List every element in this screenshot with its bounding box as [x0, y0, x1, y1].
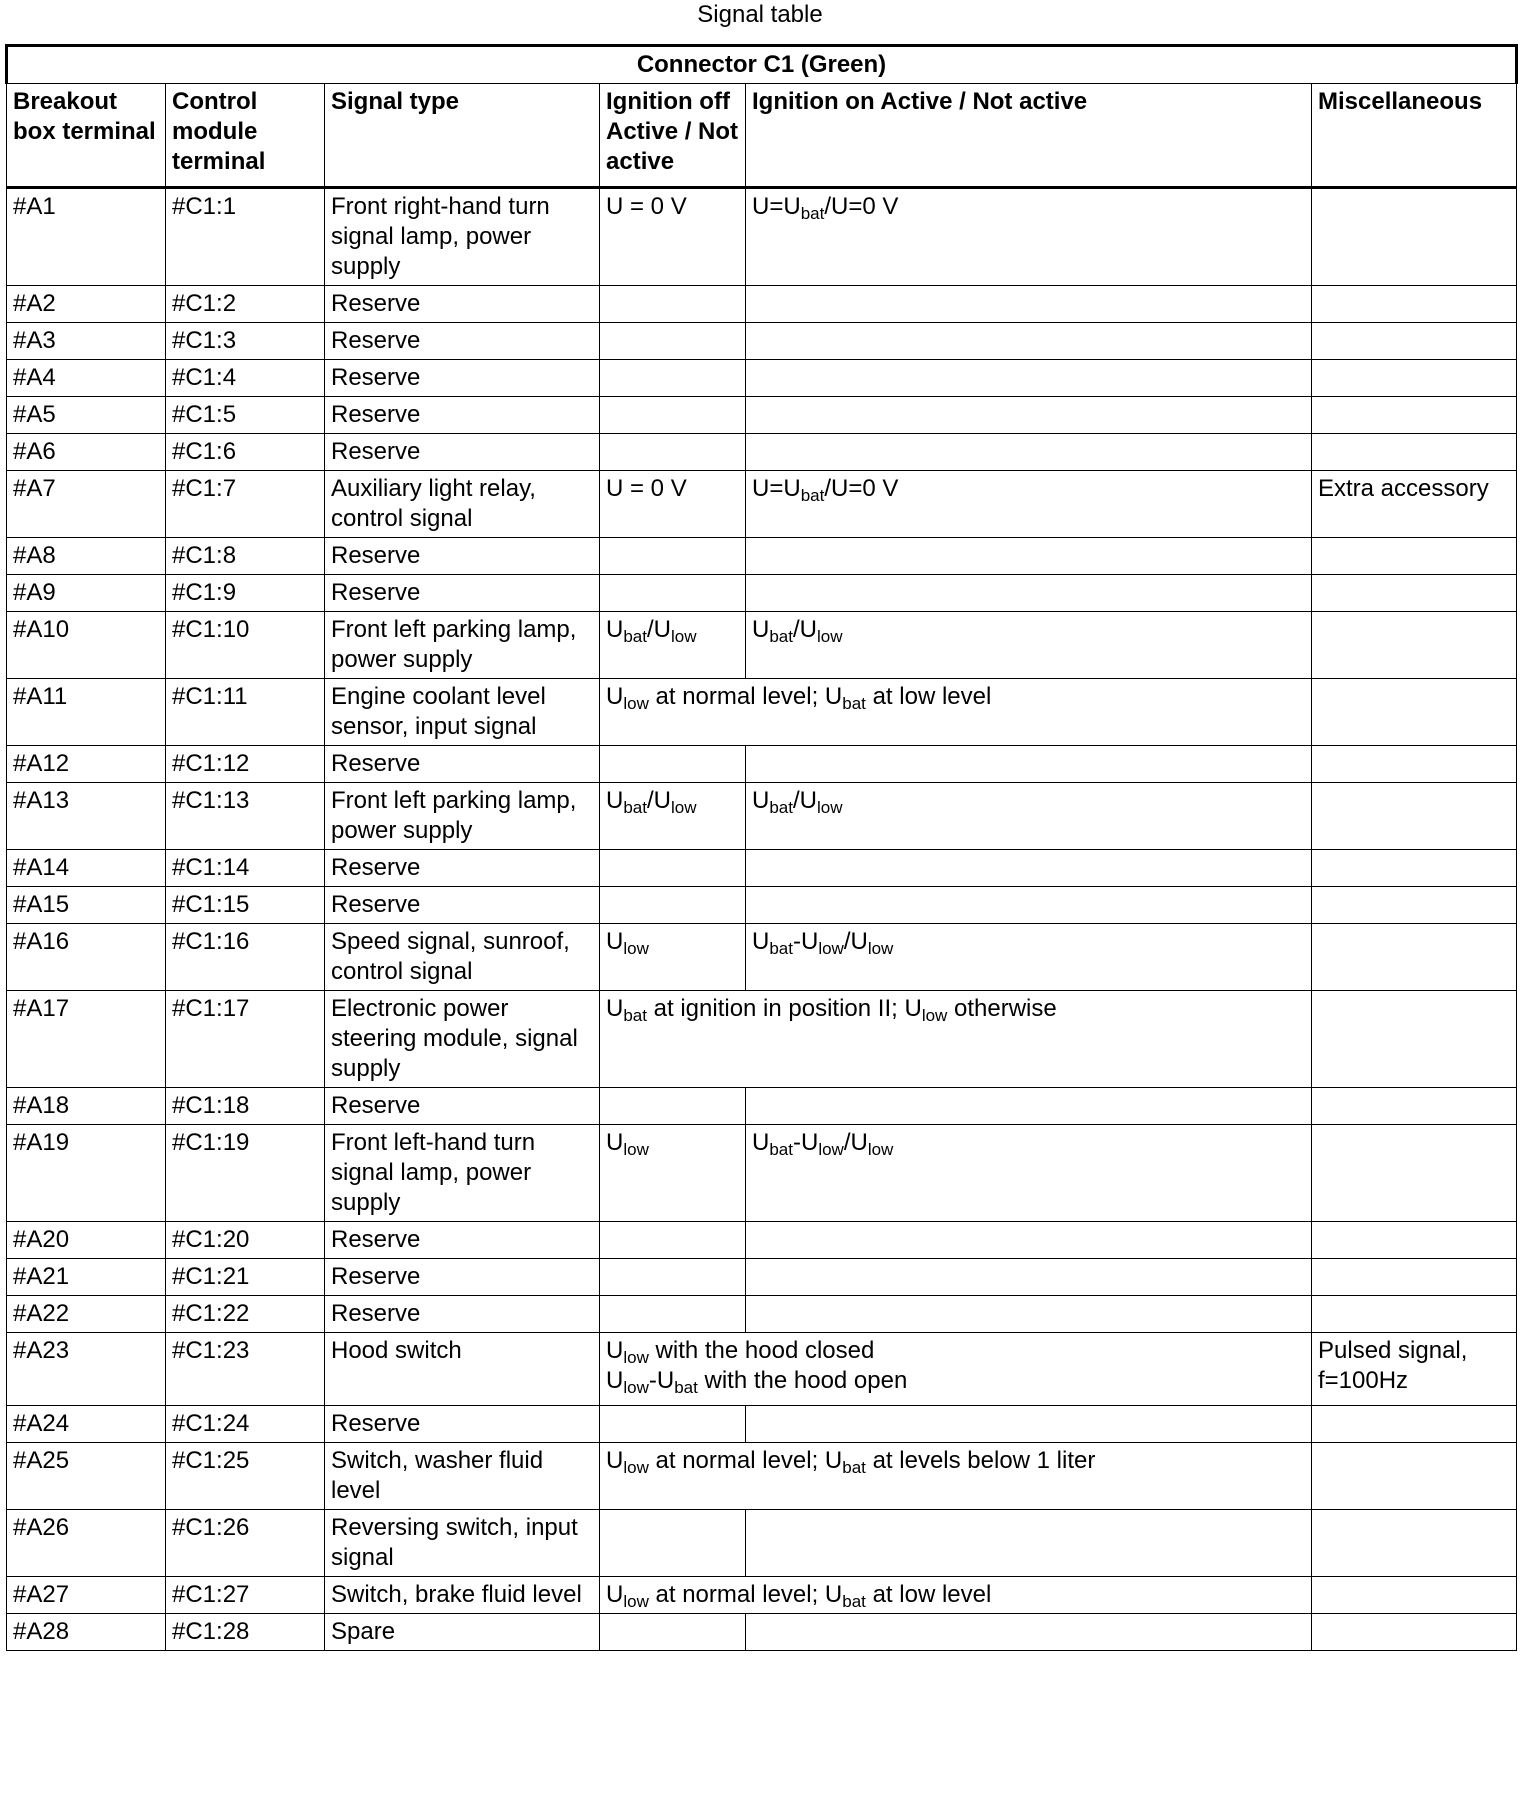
control-terminal-cell: #C1:6	[166, 434, 325, 471]
control-terminal-cell: #C1:28	[166, 1614, 325, 1651]
signal-type-cell: Spare	[325, 1614, 600, 1651]
table-row	[7, 679, 1517, 746]
miscellaneous-cell	[1312, 1259, 1517, 1296]
ignition-on-cell	[746, 397, 1312, 434]
ignition-on-cell: $U_{bat}-U_{low}/U_{low}$	[746, 1125, 1312, 1222]
signal-type-cell: Reserve	[325, 360, 600, 397]
header-control-module-terminal: Control module terminal	[166, 84, 325, 188]
breakout-terminal-cell: #A24	[7, 1406, 166, 1443]
miscellaneous-cell	[1312, 1614, 1517, 1651]
miscellaneous-cell	[1312, 679, 1517, 746]
signal-type-cell: Reserve	[325, 1259, 600, 1296]
ignition-on-cell	[746, 1296, 1312, 1333]
ignition-off-cell	[600, 1296, 746, 1333]
table-row	[7, 1088, 1517, 1125]
breakout-terminal-cell: #A9	[7, 575, 166, 612]
table-row	[7, 746, 1517, 783]
control-terminal-cell: #C1:15	[166, 887, 325, 924]
control-terminal-cell: #C1:18	[166, 1088, 325, 1125]
ignition-off-cell	[600, 746, 746, 783]
ignition-off-cell	[600, 323, 746, 360]
control-terminal-cell: #C1:17	[166, 991, 325, 1088]
control-terminal-cell: #C1:26	[166, 1510, 325, 1577]
breakout-terminal-cell: #A8	[7, 538, 166, 575]
signal-type-cell: Reserve	[325, 434, 600, 471]
miscellaneous-cell	[1312, 397, 1517, 434]
ignition-off-cell	[600, 850, 746, 887]
breakout-terminal-cell: #A15	[7, 887, 166, 924]
breakout-terminal-cell: #A11	[7, 679, 166, 746]
table-row	[7, 1510, 1517, 1577]
miscellaneous-cell	[1312, 1125, 1517, 1222]
ignition-on-cell	[746, 1614, 1312, 1651]
table-row	[7, 783, 1517, 850]
breakout-terminal-cell: #A6	[7, 434, 166, 471]
signal-type-cell: Front left parking lamp, power supply	[325, 612, 600, 679]
table-body	[7, 188, 1517, 1651]
table-row	[7, 924, 1517, 991]
breakout-terminal-cell: #A10	[7, 612, 166, 679]
ignition-on-cell: $U=U_{bat}/U=0$ V	[746, 188, 1312, 286]
control-terminal-cell: #C1:5	[166, 397, 325, 434]
ignition-on-cell	[746, 538, 1312, 575]
table-row	[7, 1259, 1517, 1296]
miscellaneous-cell	[1312, 746, 1517, 783]
signal-type-cell: Switch, brake fluid level	[325, 1577, 600, 1614]
control-terminal-cell: #C1:24	[166, 1406, 325, 1443]
breakout-terminal-cell: #A25	[7, 1443, 166, 1510]
miscellaneous-cell: Pulsed signal, f=100Hz	[1312, 1333, 1517, 1406]
control-terminal-cell: #C1:20	[166, 1222, 325, 1259]
ignition-value-cell: $U_{low}$ at normal level; $U_{bat}$ at low level	[600, 679, 1312, 746]
table-row	[7, 887, 1517, 924]
miscellaneous-cell	[1312, 188, 1517, 286]
breakout-terminal-cell: #A2	[7, 286, 166, 323]
signal-type-cell: Reserve	[325, 1222, 600, 1259]
ignition-on-cell	[746, 1088, 1312, 1125]
miscellaneous-cell	[1312, 850, 1517, 887]
control-terminal-cell: #C1:19	[166, 1125, 325, 1222]
breakout-terminal-cell: #A13	[7, 783, 166, 850]
miscellaneous-cell	[1312, 924, 1517, 991]
connector-title: Connector C1 (Green)	[7, 46, 1517, 84]
table-row	[7, 1125, 1517, 1222]
breakout-terminal-cell: #A17	[7, 991, 166, 1088]
ignition-value-cell: $U_{bat}$ at ignition in position II; $U_{low}$ otherwise	[600, 991, 1312, 1088]
signal-table	[5, 44, 1518, 1651]
signal-type-cell: Reserve	[325, 538, 600, 575]
signal-type-cell: Speed signal, sunroof, control signal	[325, 924, 600, 991]
signal-type-cell: Reserve	[325, 323, 600, 360]
breakout-terminal-cell: #A5	[7, 397, 166, 434]
ignition-on-cell	[746, 1510, 1312, 1577]
ignition-value-cell: $U_{low}$ at normal level; $U_{bat}$ at levels below 1 liter	[600, 1443, 1312, 1510]
table-row	[7, 1333, 1517, 1406]
signal-type-cell: Reserve	[325, 575, 600, 612]
signal-type-cell: Reversing switch, input signal	[325, 1510, 600, 1577]
signal-type-cell: Reserve	[325, 1406, 600, 1443]
breakout-terminal-cell: #A27	[7, 1577, 166, 1614]
breakout-terminal-cell: #A3	[7, 323, 166, 360]
signal-type-cell: Reserve	[325, 286, 600, 323]
ignition-on-cell: $U_{bat}/U_{low}$	[746, 612, 1312, 679]
ignition-off-cell	[600, 1614, 746, 1651]
breakout-terminal-cell: #A19	[7, 1125, 166, 1222]
control-terminal-cell: #C1:7	[166, 471, 325, 538]
control-terminal-cell: #C1:3	[166, 323, 325, 360]
table-row	[7, 1296, 1517, 1333]
miscellaneous-cell	[1312, 575, 1517, 612]
miscellaneous-cell	[1312, 1443, 1517, 1510]
table-row	[7, 612, 1517, 679]
header-ignition-off: Ignition off Active / Not active	[600, 84, 746, 188]
signal-type-cell: Reserve	[325, 1088, 600, 1125]
signal-type-cell: Reserve	[325, 397, 600, 434]
signal-type-cell: Front left-hand turn signal lamp, power supply	[325, 1125, 600, 1222]
control-terminal-cell: #C1:14	[166, 850, 325, 887]
ignition-value-cell: $U_{low}$ at normal level; $U_{bat}$ at low level	[600, 1577, 1312, 1614]
control-terminal-cell: #C1:27	[166, 1577, 325, 1614]
ignition-off-cell: $U_{low}$	[600, 1125, 746, 1222]
signal-type-cell: Switch, washer fluid level	[325, 1443, 600, 1510]
table-row	[7, 850, 1517, 887]
table-row	[7, 471, 1517, 538]
table-row	[7, 188, 1517, 286]
miscellaneous-cell	[1312, 991, 1517, 1088]
ignition-on-cell: $U_{bat}/U_{low}$	[746, 783, 1312, 850]
ignition-on-cell	[746, 746, 1312, 783]
ignition-value-cell: $U_{low}$ with the hood closed $U_{low}-U_{bat}$ with the hood open	[600, 1333, 1312, 1406]
control-terminal-cell: #C1:22	[166, 1296, 325, 1333]
table-row	[7, 1614, 1517, 1651]
ignition-on-cell	[746, 1406, 1312, 1443]
ignition-on-cell: $U=U_{bat}/U=0$ V	[746, 471, 1312, 538]
ignition-on-cell	[746, 360, 1312, 397]
ignition-off-cell: U = 0 V	[600, 188, 746, 286]
ignition-off-cell	[600, 1259, 746, 1296]
ignition-off-cell	[600, 575, 746, 612]
ignition-off-cell: $U_{bat}/U_{low}$	[600, 612, 746, 679]
miscellaneous-cell	[1312, 323, 1517, 360]
control-terminal-cell: #C1:21	[166, 1259, 325, 1296]
table-row	[7, 1577, 1517, 1614]
table-row	[7, 1222, 1517, 1259]
signal-type-cell: Hood switch	[325, 1333, 600, 1406]
table-row	[7, 575, 1517, 612]
breakout-terminal-cell: #A14	[7, 850, 166, 887]
signal-type-cell: Reserve	[325, 1296, 600, 1333]
table-row	[7, 991, 1517, 1088]
miscellaneous-cell: Extra accessory	[1312, 471, 1517, 538]
table-row	[7, 286, 1517, 323]
ignition-on-cell	[746, 323, 1312, 360]
ignition-off-cell	[600, 1406, 746, 1443]
signal-type-cell: Front right-hand turn signal lamp, power supply	[325, 188, 600, 286]
table-row	[7, 323, 1517, 360]
table-row	[7, 538, 1517, 575]
control-terminal-cell: #C1:2	[166, 286, 325, 323]
breakout-terminal-cell: #A23	[7, 1333, 166, 1406]
table-row	[7, 434, 1517, 471]
control-terminal-cell: #C1:11	[166, 679, 325, 746]
ignition-on-cell	[746, 850, 1312, 887]
control-terminal-cell: #C1:16	[166, 924, 325, 991]
breakout-terminal-cell: #A1	[7, 188, 166, 286]
header-ignition-on: Ignition on Active / Not active	[746, 84, 1312, 188]
ignition-off-cell	[600, 1088, 746, 1125]
ignition-off-cell: $U_{bat}/U_{low}$	[600, 783, 746, 850]
miscellaneous-cell	[1312, 1577, 1517, 1614]
ignition-off-cell: $U_{low}$	[600, 924, 746, 991]
breakout-terminal-cell: #A20	[7, 1222, 166, 1259]
table-row	[7, 360, 1517, 397]
ignition-off-cell: U = 0 V	[600, 471, 746, 538]
miscellaneous-cell	[1312, 612, 1517, 679]
miscellaneous-cell	[1312, 1222, 1517, 1259]
miscellaneous-cell	[1312, 783, 1517, 850]
breakout-terminal-cell: #A21	[7, 1259, 166, 1296]
ignition-off-cell	[600, 538, 746, 575]
control-terminal-cell: #C1:8	[166, 538, 325, 575]
signal-type-cell: Reserve	[325, 850, 600, 887]
control-terminal-cell: #C1:13	[166, 783, 325, 850]
page-title: Signal table	[697, 1, 823, 28]
signal-type-cell: Electronic power steering module, signal supply	[325, 991, 600, 1088]
table-row	[7, 1443, 1517, 1510]
ignition-off-cell	[600, 360, 746, 397]
breakout-terminal-cell: #A4	[7, 360, 166, 397]
ignition-on-cell	[746, 434, 1312, 471]
control-terminal-cell: #C1:9	[166, 575, 325, 612]
header-breakout-box-terminal: Breakout box terminal	[7, 84, 166, 188]
signal-type-cell: Reserve	[325, 887, 600, 924]
signal-type-cell: Reserve	[325, 746, 600, 783]
control-terminal-cell: #C1:12	[166, 746, 325, 783]
ignition-on-cell	[746, 1259, 1312, 1296]
breakout-terminal-cell: #A18	[7, 1088, 166, 1125]
control-terminal-cell: #C1:4	[166, 360, 325, 397]
breakout-terminal-cell: #A26	[7, 1510, 166, 1577]
ignition-off-cell	[600, 1510, 746, 1577]
signal-type-cell: Engine coolant level sensor, input signal	[325, 679, 600, 746]
miscellaneous-cell	[1312, 360, 1517, 397]
breakout-terminal-cell: #A22	[7, 1296, 166, 1333]
miscellaneous-cell	[1312, 434, 1517, 471]
breakout-terminal-cell: #A12	[7, 746, 166, 783]
miscellaneous-cell	[1312, 1088, 1517, 1125]
breakout-terminal-cell: #A16	[7, 924, 166, 991]
ignition-off-cell	[600, 434, 746, 471]
miscellaneous-cell	[1312, 538, 1517, 575]
header-signal-type: Signal type	[325, 84, 600, 188]
signal-type-cell: Auxiliary light relay, control signal	[325, 471, 600, 538]
ignition-on-cell	[746, 575, 1312, 612]
ignition-on-cell	[746, 887, 1312, 924]
breakout-terminal-cell: #A7	[7, 471, 166, 538]
ignition-off-cell	[600, 286, 746, 323]
control-terminal-cell: #C1:10	[166, 612, 325, 679]
miscellaneous-cell	[1312, 1406, 1517, 1443]
miscellaneous-cell	[1312, 1296, 1517, 1333]
control-terminal-cell: #C1:1	[166, 188, 325, 286]
table-row	[7, 1406, 1517, 1443]
ignition-on-cell	[746, 286, 1312, 323]
breakout-terminal-cell: #A28	[7, 1614, 166, 1651]
ignition-off-cell	[600, 887, 746, 924]
control-terminal-cell: #C1:25	[166, 1443, 325, 1510]
control-terminal-cell: #C1:23	[166, 1333, 325, 1406]
ignition-off-cell	[600, 397, 746, 434]
header-miscellaneous: Miscellaneous	[1312, 84, 1517, 188]
miscellaneous-cell	[1312, 1510, 1517, 1577]
miscellaneous-cell	[1312, 887, 1517, 924]
table-row	[7, 397, 1517, 434]
miscellaneous-cell	[1312, 286, 1517, 323]
signal-type-cell: Front left parking lamp, power supply	[325, 783, 600, 850]
ignition-off-cell	[600, 1222, 746, 1259]
ignition-on-cell: $U_{bat}-U_{low}/U_{low}$	[746, 924, 1312, 991]
ignition-on-cell	[746, 1222, 1312, 1259]
